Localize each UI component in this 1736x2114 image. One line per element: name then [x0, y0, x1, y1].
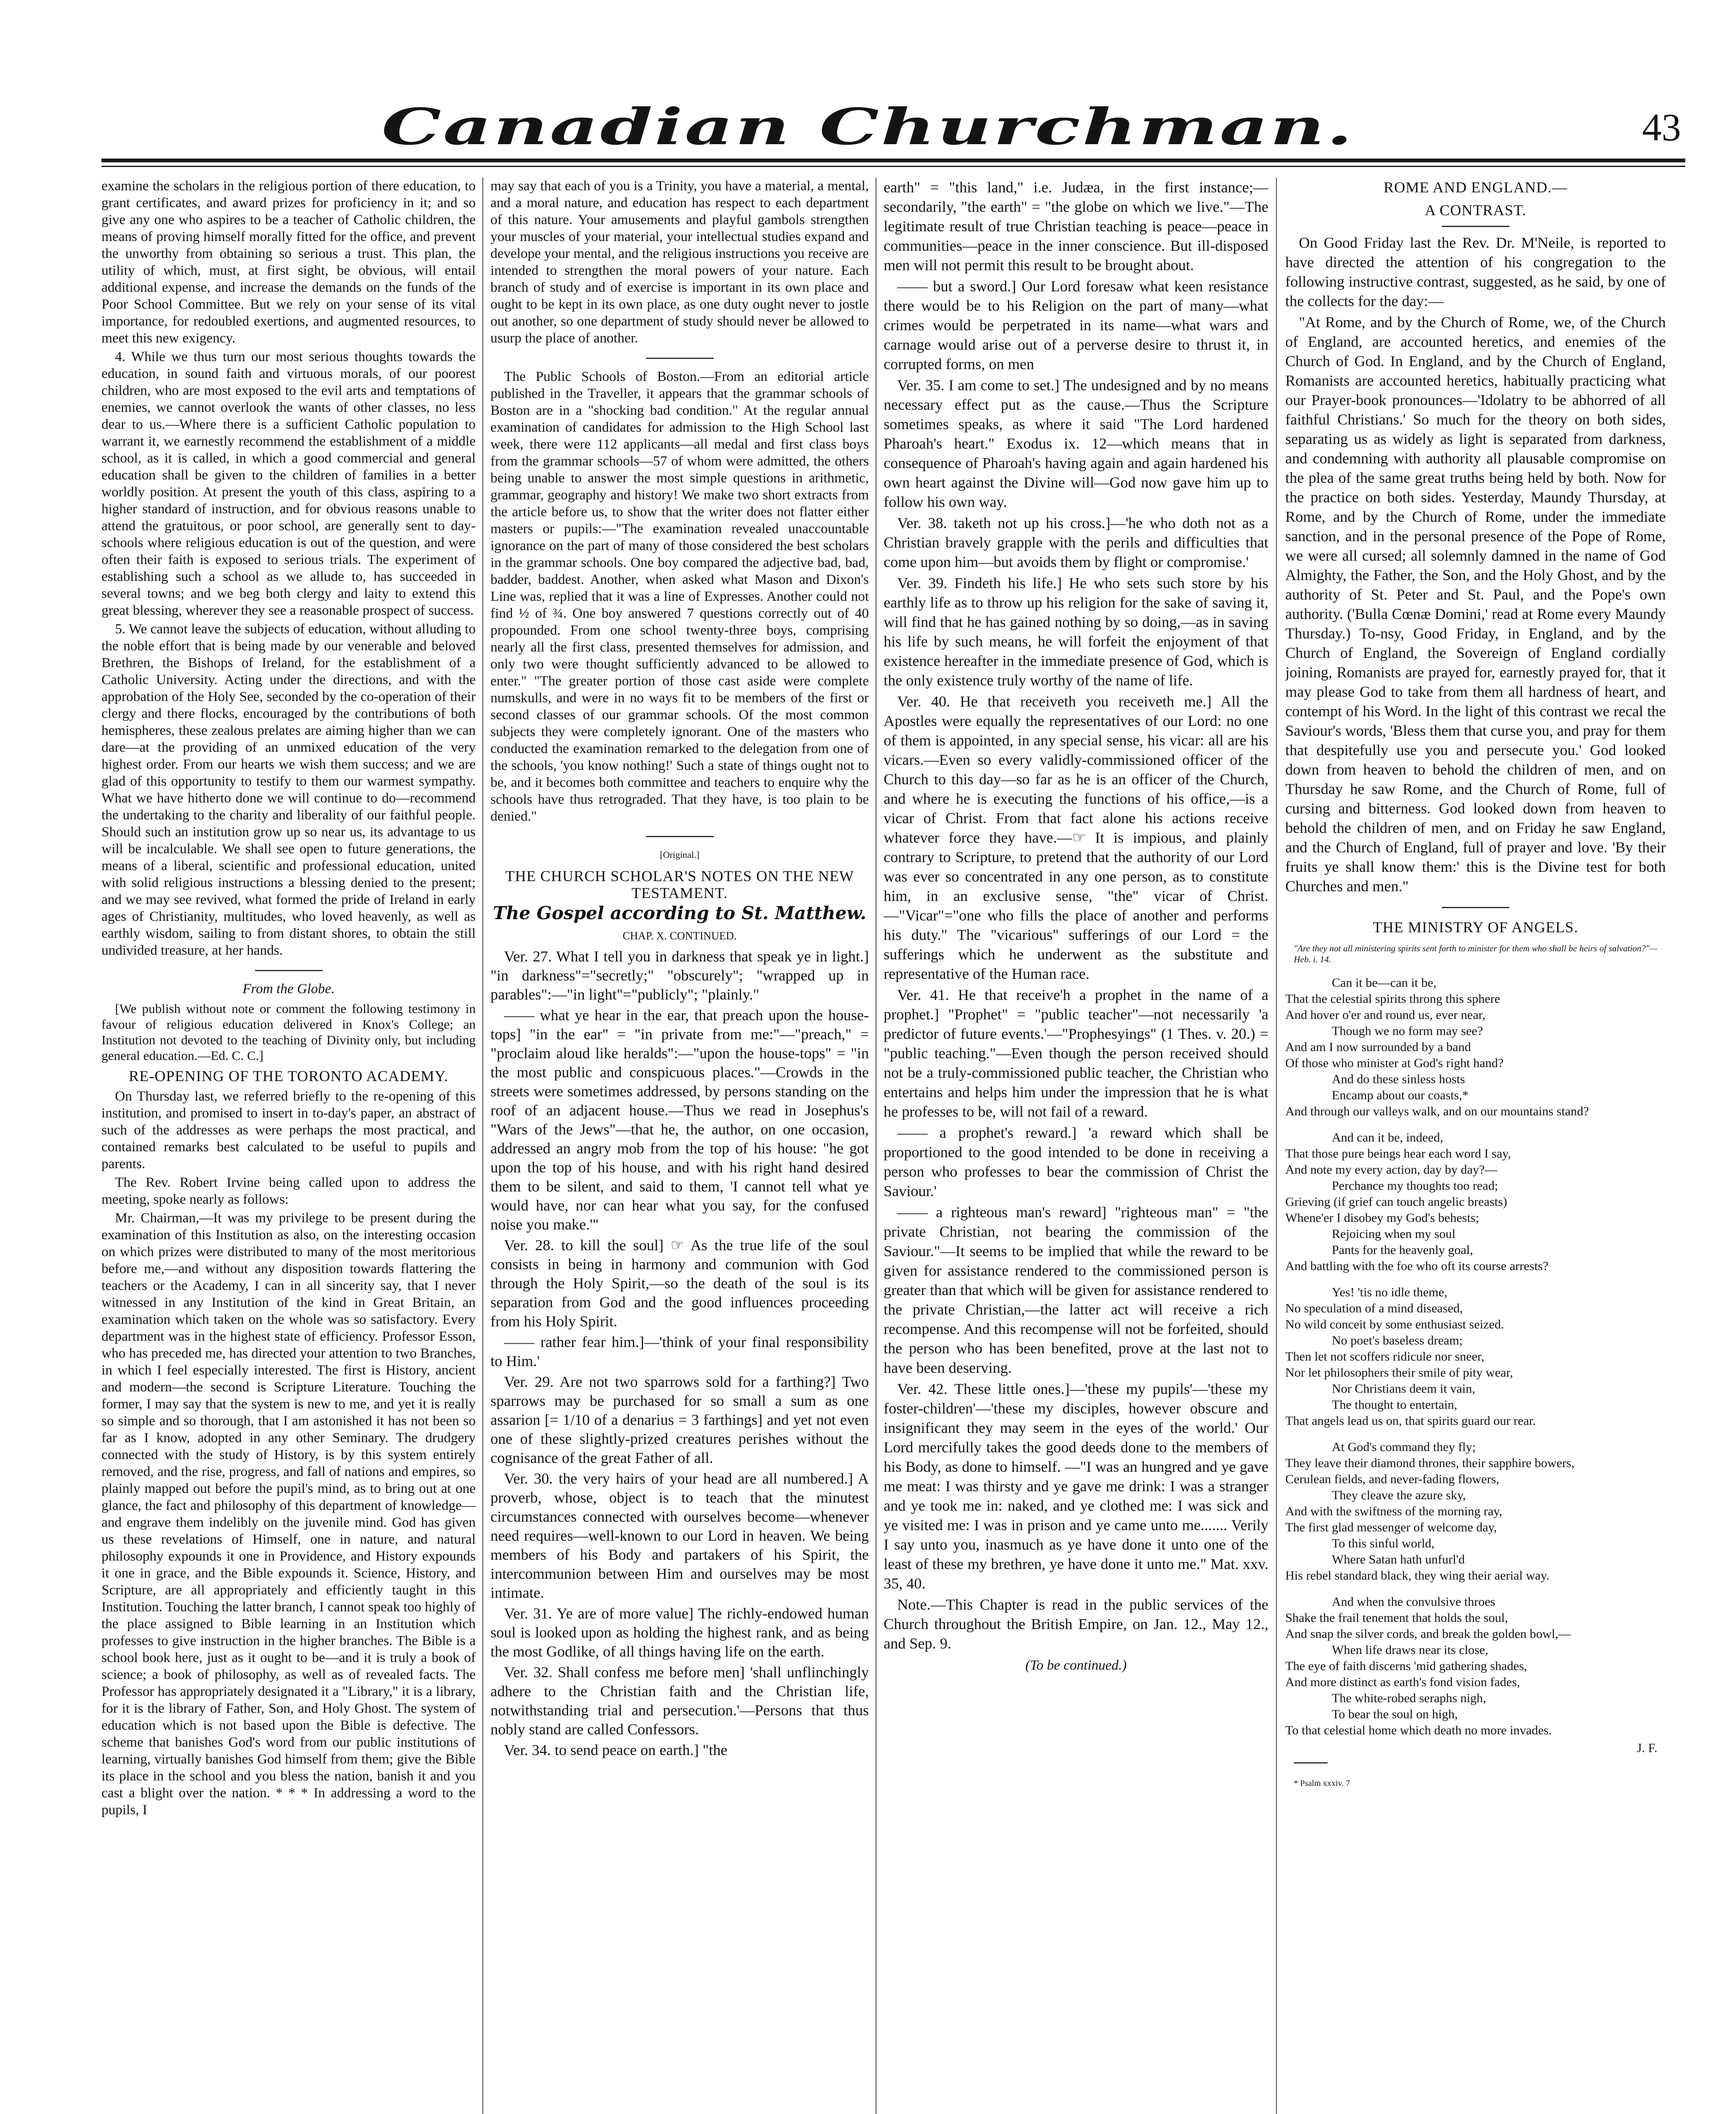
poem-line: At God's command they fly;	[1332, 1440, 1476, 1454]
article-heading: THE CHURCH SCHOLAR'S NOTES ON THE NEW TESTAMENT.	[505, 868, 854, 901]
footnote: * Psalm xxxiv. 7	[1294, 1779, 1350, 1788]
poem-line: Perchance my thoughts too read;	[1332, 1179, 1498, 1193]
column-1	[101, 178, 476, 2114]
section-separator	[646, 358, 714, 359]
poem-line: And when the convulsive throes	[1332, 1595, 1495, 1609]
verse-note: Ver. 27. What I tell you in darkness that speak ye in light.] "in darkness"="secretly;" "obscurely"; "wrapped up in parables":—"in light"="publicly"; "plainly."	[490, 948, 869, 1003]
verse-note: Ver. 34. to send peace on earth.] "the	[504, 1742, 728, 1758]
continued-line: (To be continued.)	[1025, 1658, 1127, 1673]
article-paragraph: may say that each of you is a Trinity, you have a material, a mental, and a moral nature, and education has respect to each department of this nature. Your amusements and playful gambols strengthen your muscles of your material, your intellectual studies expand and develope your mental, and the religious instructions you receive are intended to strengthen the moral powers of your nature. Each branch of study and of exercise is important in its own place and ought to be kept in its own place, as one duty ought never to jostle out another, so one department of study should never be allowed to usurp the place of another.	[490, 178, 869, 346]
poem-line: Can it be—can it be,	[1332, 976, 1437, 990]
column-divider	[482, 178, 483, 2114]
verse-note: Ver. 29. Are not two sparrows sold for a farthing?] Two sparrows may be purchased for so small a sum as one assarion [= 1/10 of a denarius = 3 farthings] and yet not even one of these slightly-prized creatures perishes without the cognisance of the great Father of all.	[490, 1373, 869, 1466]
newspaper-title: Canadian Churchman.	[381, 97, 1355, 156]
poem-stanza	[1285, 1594, 1666, 1739]
poem-line: Shake the frail tenement that holds the soul,	[1285, 1611, 1508, 1625]
verse-note: —— what ye hear in the ear, that preach upon the house-tops] "in the ear" = "in private from me:"—"preach," = "proclaim aloud like heralds":—"upon the house-tops" = "in the most public and conspicuous places."—Crowds in the streets were sometimes addressed, by persons standing on the roof of an adjacent house.—Thus we read in Josephus's "Wars of the Jews"—that he, the author, on one occasion, addressed an angry mob from the top of his house: "he got upon the top of his house, and with his right hand desired them to be silent, and said to them, 'I cannot tell what ye would have, nor can hear what you say, for the confused noise you make.'"	[490, 1007, 869, 1233]
masthead-rule-thick	[101, 159, 1685, 162]
poem-line: To that celestial home which death no more invades.	[1285, 1723, 1552, 1737]
poem-line: That angels lead us on, that spirits guard our rear.	[1285, 1414, 1536, 1428]
poem-line: When life draws near its close,	[1332, 1643, 1488, 1657]
poem-line: They cleave the azure sky,	[1332, 1488, 1466, 1502]
verse-note: —— rather fear him.]—'think of your final responsibility to Him.'	[490, 1334, 869, 1369]
verse-note: —— but a sword.] Our Lord foresaw what keen resistance there would be to his Religion on the part of many—what crimes would be perpetrated in its name—what wars and carnage would arise out of a perverse desire to thrust it, in corrupted forms, on men	[884, 278, 1268, 372]
poem-line: And note my every action, day by day?—	[1285, 1163, 1498, 1177]
poem-line: Grieving (if grief can touch angelic breasts)	[1285, 1195, 1507, 1209]
poem-line: And am I now surrounded by a band	[1285, 1040, 1471, 1054]
poem-line: That those pure beings hear each word I say,	[1285, 1147, 1511, 1161]
chapter-label: CHAP. X. CONTINUED.	[622, 930, 737, 942]
verse-note: Ver. 38. taketh not up his cross.]—'he who doth not as a Christian bravely grapple with the perils and difficulties that come upon him—but avoids them by flight or compromise.'	[884, 515, 1268, 570]
article-heading: RE-OPENING OF THE TORONTO ACADEMY.	[129, 1068, 449, 1084]
poem-line: No speculation of a mind diseased,	[1285, 1301, 1463, 1315]
poem-line: And do these sinless hosts	[1332, 1072, 1465, 1086]
poem-line: Yes! 'tis no idle theme,	[1332, 1285, 1448, 1299]
article-subheading: A CONTRAST.	[1424, 202, 1527, 219]
column-divider	[1276, 178, 1277, 2114]
article-paragraph: "At Rome, and by the Church of Rome, we, of the Church of England, are accounted heretics, and enemies of the Church of God. In England, and by the Church of England, Romanists are accounted heretics, habitually practicing what our Prayer-book pronounces—'Idolatry to be abhorred of all faithful Christians.' So much for the theory on both sides, separating us as widely as light is separated from darkness, and condemning with authority all plausable compromise on the plea of the same great truths being held by both. Now for the practice on both sides. Yesterday, Maundy Thursday, at Rome, and by the Church of Rome, under the immediate sanction, and in the personal presence of the Pope of Rome, we were all cursed; all solemnly damned in the name of God Almighty, the Father, the Son, and the Holy Ghost, and by the authority of St. Peter and St. Paul, and the Pope's own authority. ('Bulla Cœnæ Domini,' read at Rome every Maundy Thursday.) To-nsy, Good Friday, in England, and by the Church of England, the Sovereign of England cordially joining, Romanists are prayed for, earnestly prayed for, that it may please God to take from them all hardness of heart, and contempt of his Word. In the light of this contrast we recal the Saviour's words, 'Bless them that curse you, and pray for them that despitefully use you and persecute you.' God looked down from heaven to behold the children of men, and on Thursday he saw Rome, and the Church of Rome, full of cursing and bitterness. God looked down from heaven to behold the children of men, and on Friday he saw England, and the Church of England, full of prayer and love. 'By their fruits ye shall know them:' this is the Divine test for both Churches and men."	[1285, 314, 1666, 895]
gospel-heading: The Gospel according to St. Matthew.	[493, 903, 866, 923]
source-line: From the Globe.	[242, 981, 335, 997]
poem-line: Nor let philosophers their smile of pity wear,	[1285, 1366, 1513, 1380]
poem-line: And with the swiftness of the morning ray,	[1285, 1504, 1502, 1518]
poem-line: Nor Christians deem it vain,	[1332, 1382, 1476, 1396]
article-paragraph: On Good Friday last the Rev. Dr. M'Neile, is reported to have directed the attention of his congregation to the following instructive contrast, suggested, as he said, by one of the collects for the day:—	[1285, 234, 1666, 309]
verse-note: Ver. 30. the very hairs of your head are all numbered.] A proverb, whose, object is to teach that the minutest circumstances connected with ourselves become—whenever need requires—well-known to our Lord in heaven. We being members of his Body and partakers of his Spirit, the intercommunion between Him and ourselves may be most intimate.	[490, 1470, 869, 1601]
column-2	[490, 178, 869, 2114]
verse-note: Ver. 42. These little ones.]—'these my pupils'—'these my foster-children'—'these my disciples, however obscure and insignificant they may seem in the eyes of the world.' Our Lord mercifully takes the good deeds done to the members of his Body, as done to himself. —"I was an hungred and ye gave me meat: I was thirsty and ye gave me drink: I was a stranger and ye took me in: naked, and ye clothed me: I was sick and ye visited me: I was in prison and ye came unto me....... Verily I say unto you, inasmuch as ye have done it unto one of the least of these my brethren, ye have done it unto me." Mat. xxv. 35, 40.	[884, 1380, 1268, 1592]
verse-note: —— a prophet's reward.] 'a reward which shall be proportioned to the good intended to be done in receiving a person who professes to bear the commission of Christ the Saviour.'	[884, 1124, 1268, 1199]
poem-line: Of those who minister at God's right hand?	[1285, 1056, 1504, 1070]
verse-note: Ver. 32. Shall confess me before men] 'shall unflinchingly adhere to the Christian faith and the Christian life, notwithstanding trial and persecution.'—Persons that thus nobly stand are called Confessors.	[490, 1664, 869, 1738]
poem-line: Whene'er I disobey my God's behests;	[1285, 1211, 1479, 1225]
poem-line: No wild conceit by some enthusiast seized.	[1285, 1317, 1504, 1331]
article-paragraph: On Thursday last, we referred briefly to the re-opening of this institution, and promised to insert in to-day's paper, an abstract of such of the addresses as were perhaps the most practical, and contained remarks best calculated to be useful to pupils and parents.	[101, 1089, 476, 1172]
verse-note: Ver. 41. He that receive'h a prophet in the name of a prophet.] "Prophet" = "public teacher"—not necessarily 'a predictor of future events.'—"Prophesyings" (1 Thes. v. 20.) = "public teaching."—Even though the person received should not be a truly-commissioned public teacher, the Christian who entertains and helps him under the impression that he is what he professes to be, will not fail of a reward.	[884, 986, 1268, 1120]
poem-line: To this sinful world,	[1332, 1536, 1435, 1550]
poem-line: Encamp about our coasts,*	[1332, 1088, 1469, 1102]
masthead	[0, 97, 1736, 161]
poem-line: The white-robed seraphs nigh,	[1332, 1691, 1486, 1705]
poem-line: And can it be, indeed,	[1332, 1131, 1443, 1145]
original-tag: [Original.]	[660, 849, 700, 860]
article-paragraph: The Rev. Robert Irvine being called upon to address the meeting, spoke nearly as follows:	[101, 1175, 476, 1207]
poem-stanza	[1285, 1439, 1666, 1584]
article-paragraph: Mr. Chairman,—It was my privilege to be present during the examination of this Institution as also, on the interesting occasion on which prizes were distributed to many of the most meritorious before me,—and without any disposition towards flattering the teachers or the Academy, I can in all sincerity say, that I never witnessed in any Institution of the kind in Great Britain, an examination which taken on the whole was so satisfactory. Every department was in the highest state of efficiency. Professor Esson, who has preceded me, has directed your attention to two Branches, in which I feel especially interested. The first is History, ancient and modern—the second is Scripture Literature. Touching the former, I may say that the system is new to me, and yet it is really so simple and so thorough, that I am astonished it has not been so far as I know, adopted in any other Seminary. The drudgery connected with the study of History, is by this system entirely removed, and the rise, progress, and fall of nations and empires, so plainly mapped out before the pupil's mind, as to bring out at one glance, the fact and philosophy of this department of knowledge—and engrave them indelibly on the juvenile mind. God has given us these revelations of Himself, one in nature, and natural philosophy expounds it one in Providence, and History expounds it one in grace, and the Bible expounds it. Science, History, and Scripture, are all appropriately and efficiently taught in this Institution. Touching the latter branch, I cannot speak too highly of the place assigned to Bible learning in an Institution which professes to give instruction in the higher branches. The Bible is a school book here, just as it ought to be—and it is truly a book of science; a book of philosophy, as well as of revealed facts. The Professor has appropriately designated it a "Library," it is a library, for it is the library of Father, Son, and Holy Ghost. The system of education which is not based upon the Bible is defective. The scheme that banishes God's word from our public institutions of learning, virtually banishes God himself from them; give the Bible its place in the school and you bless the nation, banish it and you cast a blight over the nation. * * * In addressing a word to the pupils, I	[101, 1210, 476, 1818]
poem-line: Where Satan hath unfurl'd	[1332, 1553, 1465, 1566]
verse-note: Ver. 39. Findeth his life.] He who sets such store by his earthly life as to throw up his religion for the sake of saving it, will find that he has gained nothing by so doing,—as in saving his life by such means, he will forfeit the enjoyment of that existence hereafter in the immediate presence of God, which is the only existence truly worthy of the name of life.	[884, 575, 1268, 689]
poem-line: And snap the silver cords, and break the golden bowl,—	[1285, 1627, 1571, 1641]
page-number: 43	[1642, 106, 1681, 149]
section-separator	[1442, 226, 1509, 227]
verse-note: Ver. 40. He that receiveth you receiveth me.] All the Apostles were equally the representatives of our Lord: no one of them is appointed, in any special sense, his vicar: all are his vicars.—Even so every validly-commissioned officer of the Church to this day—so far as he is an officer of the Church, and where he is executing the functions of his office,—is a vicar of Christ. From that fact alone his actions receive whatever force they have.—☞ It is impious, and plainly contrary to Scripture, to pretend that the authority of our Lord was ever so concentrated in any one person, as to constitute him, in an exclusive sense, "the" vicar of Christ.—"Vicar"="one who fills the place of another and performs his duty." The "vicarious" sufferings of our Lord = the sufferings which he underwent as the substitute and representative of the Human race.	[884, 693, 1268, 982]
poem-stanza	[1285, 1130, 1666, 1274]
article-paragraph: examine the scholars in the religious portion of there education, to grant certificates, and award prizes for proficiency in it; and so give any one who aspires to be a teacher of Catholic children, the means of proving himself morally fitted for the office, and prevent the unworthy from obtaining so serious a trust. This plan, the utility of which, must, at first sight, be obvious, will entail additional expense, and increase the demands on the funds of the Poor School Committee. But we rely on your sense of its vital importance, for redoubled exertions, and augmented resources, to meet this new exigency.	[101, 178, 476, 346]
poem-line: Pants for the heavenly goal,	[1332, 1243, 1473, 1257]
poem-line: And battling with the foe who oft its course arrests?	[1285, 1259, 1549, 1273]
verse-note: earth" = "this land," i.e. Judæa, in the first instance;—secondarily, "the earth" = "the globe on which we live."—The legitimate result of true Christian teaching is peace—peace in communities—peace in the inner conscience. But ill-disposed men will not permit this result to be brought about.	[884, 179, 1268, 274]
poem-line: Though we no form may see?	[1332, 1024, 1483, 1038]
masthead-rule-thin	[101, 166, 1685, 167]
poem-line: The thought to entertain,	[1332, 1398, 1457, 1412]
poem-line: And through our valleys walk, and on our mountains stand?	[1285, 1104, 1589, 1118]
section-separator	[1442, 907, 1509, 908]
section-separator	[1294, 1762, 1328, 1763]
column-4	[1285, 178, 1666, 2114]
article-paragraph: The Public Schools of Boston.—From an editorial article published in the Traveller, it appears that the grammar schools of Boston are in a "shocking bad condition." At the regular annual examination of candidates for admission to the High School last week, there were 112 applicants—all medal and first class boys from the grammar schools—57 of whom were admitted, the others being unable to answer the most simple questions in arithmetic, grammar, geography and history! We make two short extracts from the article before us, to show that the writer does not flatter either masters or pupils:—"The examination revealed unaccountable ignorance on the part of many of those considered the best scholars in the grammar schools. One boy compared the adjective bad, bad, badder, baddest. Another, when asked what Mason and Dixon's Line was, replied that it was a line of Expresses. Another could not find ½ of ¾. One boy answered 7 questions correctly out of 40 propounded. From one school twenty-three boys, comprising nearly all the first class, presented themselves for admission, and only two were thought sufficiently advanced to be allowed to enter." "The greater portion of those cast aside were complete numskulls, and were in no ways fit to be members of the first or second classes of our grammar schools. Of the most common subjects they were completely ignorant. One of the masters who conducted the examination remarked to the delegation from one of the schools, 'you know nothing!' Such a state of things ought not to be, and it becomes both committee and teachers to enquire why the schools have thus retrograded. That they have, is too plain to be denied."	[490, 369, 869, 824]
verse-note: Ver. 31. Ye are of more value] The richly-endowed human soul is looked upon as holding the highest rank, and as being the most Godlike, of all things having life on the earth.	[490, 1605, 869, 1660]
verse-note: Ver. 28. to kill the soul] ☞ As the true life of the soul consists in being in harmony and communion with God through the Holy Spirit,—so the death of the soul is its separation from God and the good influences proceeding from his Holy Spirit.	[490, 1237, 869, 1330]
poem-stanza	[1285, 975, 1666, 1120]
verse-note: —— a righteous man's reward] "righteous man" = "the private Christian, not bearing the commission of the Saviour."—It seems to be implied that while the reward to be given for assistance rendered to the commissioned person is greater than that which will be given for assistance rendered to the private Christian,—the latter act will receive a rich recompense. And this recompense will not be forfeited, should the person who has been benefited, prove at the last not to have been deserving.	[884, 1204, 1268, 1376]
poem-signature: J. F.	[1637, 1741, 1657, 1755]
article-heading: ROME AND ENGLAND.—	[1383, 179, 1568, 196]
poem-line: His rebel standard black, they wing their aerial way.	[1285, 1569, 1550, 1583]
article-paragraph: 4. While we thus turn our most serious thoughts towards the education, in sound faith and virtuous morals, of our poorest children, who are most exposed to the evil arts and temptations of enemies, we cannot overlook the wants of other classes, no less dear to us.—Where there is a sufficient Catholic population to warrant it, we earnestly recommend the establishment of a middle school, as it is called, in which a good commercial and general education shall be given to the children of families in a better worldly position. At present the youth of this class, aspiring to a higher standard of instruction, and for obvious reasons unable to attend the gratuitous, or poor school, are generally sent to day-schools where religious education is out of the question, and were often their faith is exposed to serious trials. The experiment of establishing such a school as we allude to, has succeeded in several towns; and we beg both clergy and laity to extend this great blessing, wherever they see a reasonable prospect of success.	[101, 349, 476, 618]
poem-line: Rejoicing when my soul	[1332, 1227, 1456, 1241]
section-separator	[255, 970, 323, 971]
poem-line: No poet's baseless dream;	[1332, 1334, 1463, 1347]
poem-line: The eye of faith discerns 'mid gathering shades,	[1285, 1659, 1527, 1673]
poem-line: And more distinct as earth's fond vision fades,	[1285, 1675, 1520, 1689]
poem-line: And hover o'er and round us, ever near,	[1285, 1008, 1486, 1022]
section-separator	[646, 836, 714, 837]
poem-line: They leave their diamond thrones, their sapphire bowers,	[1285, 1456, 1574, 1470]
column-3	[884, 178, 1268, 2114]
poem-line: Cerulean fields, and never-fading flowers,	[1285, 1472, 1499, 1486]
poem-line: That the celestial spirits throng this sphere	[1285, 992, 1501, 1006]
article-paragraph: 5. We cannot leave the subjects of education, without alluding to the noble effort that is being made by our venerable and beloved Brethren, the Bishops of Ireland, for the establishment of a Catholic University. Acting under the directions, and with the approbation of the Holy See, seconded by the co-operation of their clergy and there flocks, encouraged by the contributions of both hemispheres, these zealous prelates are aiming higher than we can dare—at the providing of an unmixed education of the very highest order. From our hearts we wish them success; and we are glad of this opportunity to testify to them our warmest sympathy. What we have hitherto done we will continue to do—recommend the undertaking to the charity and liberality of our faithful people. Should such an institution grow up so near us, its advantage to us will be incalculable. We shall see open to future generations, the means of a liberal, scientific and professional education, united with solid religious instructions a blessing denied to the present; and we may see revived, what formed the pride of Ireland in early ages of Christianity, multitudes, who loved heavenly, as well as earthly wisdom, sailing to from distant shores, to obtain the still undivided treasure, at her hands.	[101, 622, 476, 958]
poem-line: To bear the soul on high,	[1332, 1707, 1458, 1721]
verse-note: Ver. 35. I am come to set.] The undesigned and by no means necessary effect put as the cause.—Thus the Scripture sometimes speaks, as where it said "The Lord hardened Pharoah's heart." Exodus ix. 12—which means that in consequence of Pharoah's having again and again hardened his own heart against the Divine will—God now gave him up to follow his own way.	[884, 377, 1268, 510]
editor-note: [We publish without note or comment the following testimony in favour of religious education delivered in Knox's College; an Institution not devoted to the teaching of Divinity only, but including general education.—Ed. C. C.]	[101, 1001, 476, 1063]
poem-line: The first glad messenger of welcome day,	[1285, 1520, 1497, 1534]
poem-stanza	[1285, 1284, 1666, 1429]
poem-heading: THE MINISTRY OF ANGELS.	[1373, 919, 1578, 936]
poem-line: Then let not scoffers ridicule nor sneer,	[1285, 1350, 1484, 1364]
poem-epigraph: "Are they not all ministering spirits sent forth to minister for them who shall be heirs of salvation?"—Heb. i. 14.	[1294, 943, 1657, 964]
chapter-note: Note.—This Chapter is read in the public services of the Church throughout the British Empire, on Jan. 12., May 12., and Sep. 9.	[884, 1596, 1268, 1652]
